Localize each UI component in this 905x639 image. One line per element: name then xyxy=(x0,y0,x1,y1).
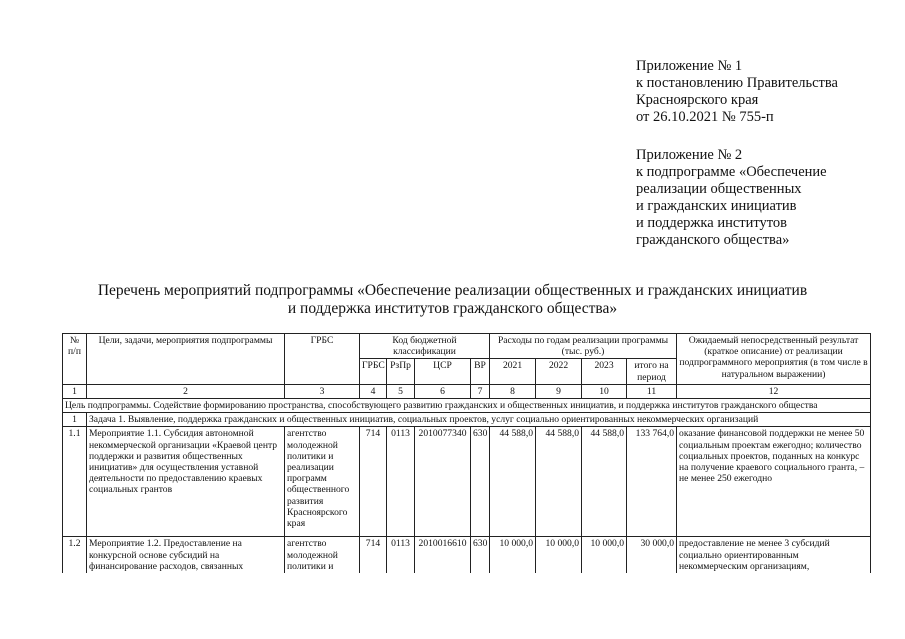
header-code-csr: ЦСР xyxy=(415,359,471,384)
header-code-rzpr: РзПр xyxy=(387,359,415,384)
task-num: 1 xyxy=(63,413,87,427)
row-activity-name: Мероприятие 1.1. Субсидия автономной некоммерческой организации «Краевой центр поддержки и развития общественных инициатив» для осуществления уставной деятельности по предоставлению краевых социальных грантов xyxy=(87,427,285,537)
title-line-1: Перечень мероприятий подпрограммы «Обеспечение реализации общественных и гражданских инициатив xyxy=(97,282,808,299)
header-year-2022: 2022 xyxy=(536,359,582,384)
header-result: Ожидаемый непосредственный результат (краткое описание) от реализации подпрограммного мероприятия (в том числе в натуральном выражении) xyxy=(677,334,871,385)
appendix-1 xyxy=(636,58,896,249)
appendix-1-line: Красноярского края xyxy=(636,92,759,108)
row-result: оказание финансовой поддержки не менее 50 социальным проектам ежегодно; количество социальных проектов, поданных на конкурс на получение краевого социального гранта, – не менее 250 ежегодно xyxy=(677,427,871,537)
activities-table xyxy=(62,333,871,573)
row-vr: 630 xyxy=(471,537,490,573)
col-number: 11 xyxy=(627,384,677,398)
appendix-1-line: к постановлению Правительства xyxy=(636,75,838,91)
appendix-2-line: Приложение № 2 xyxy=(636,147,743,163)
appendix-2-line: и поддержка институтов xyxy=(636,215,788,231)
row-grbs: агентство молодежной политики и реализации программ общественного развития Красноярского края xyxy=(285,427,360,537)
header-code-vr: ВР xyxy=(471,359,490,384)
row-2022: 44 588,0 xyxy=(536,427,582,537)
row-activity-name: Мероприятие 1.2. Предоставление на конкурсной основе субсидий на финансирование расходов, связанных xyxy=(87,537,285,573)
row-code-grbs: 714 xyxy=(360,427,387,537)
appendix-1-line: Приложение № 1 xyxy=(636,58,743,74)
header-goals: Цели, задачи, мероприятия подпрограммы xyxy=(87,334,285,385)
row-total: 133 764,0 xyxy=(627,427,677,537)
header-year-2023: 2023 xyxy=(582,359,627,384)
goal-row xyxy=(63,399,871,413)
col-number: 12 xyxy=(677,384,871,398)
header-total: итого на период xyxy=(627,359,677,384)
title-line-2: и поддержка институтов гражданского общества» xyxy=(287,300,618,317)
appendix-2-line: и гражданских инициатив xyxy=(636,198,797,214)
col-number: 7 xyxy=(471,384,490,398)
col-number: 10 xyxy=(582,384,627,398)
header-budget-code: Код бюджетной классификации xyxy=(360,334,490,359)
table-row xyxy=(63,427,871,537)
row-total: 30 000,0 xyxy=(627,537,677,573)
task-row xyxy=(63,413,871,427)
col-number: 8 xyxy=(490,384,536,398)
column-number-row xyxy=(63,384,871,398)
row-vr: 630 xyxy=(471,427,490,537)
row-csr: 2010077340 xyxy=(415,427,471,537)
appendix-1-line: от 26.10.2021 № 755-п xyxy=(636,109,774,125)
col-number: 5 xyxy=(387,384,415,398)
appendix-2-line: реализации общественных xyxy=(636,181,802,197)
table-row xyxy=(63,537,871,573)
col-number: 4 xyxy=(360,384,387,398)
row-2023: 44 588,0 xyxy=(582,427,627,537)
row-grbs: агентство молодежной политики и xyxy=(285,537,360,573)
subprogram-goal: Цель подпрограммы. Содействие формированию пространства, способствующего развитию гражданских и общественных инициатив, и поддержка институтов гражданского общества xyxy=(63,399,871,413)
row-2021: 10 000,0 xyxy=(490,537,536,573)
header-num: № п/п xyxy=(63,334,87,385)
row-2021: 44 588,0 xyxy=(490,427,536,537)
appendix-2-line: гражданского общества» xyxy=(636,232,790,248)
row-result: предоставление не менее 3 субсидий социально ориентированным некоммерческим организациям, xyxy=(677,537,871,573)
row-2023: 10 000,0 xyxy=(582,537,627,573)
header-year-2021: 2021 xyxy=(490,359,536,384)
col-number: 1 xyxy=(63,384,87,398)
row-num: 1.1 xyxy=(63,427,87,537)
col-number: 3 xyxy=(285,384,360,398)
row-code-grbs: 714 xyxy=(360,537,387,573)
row-2022: 10 000,0 xyxy=(536,537,582,573)
document-title xyxy=(60,282,845,318)
row-rzpr: 0113 xyxy=(387,537,415,573)
row-rzpr: 0113 xyxy=(387,427,415,537)
col-number: 6 xyxy=(415,384,471,398)
col-number: 9 xyxy=(536,384,582,398)
task-text: Задача 1. Выявление, поддержка гражданских и общественных инициатив, социальных проектов, услуг социально ориентированных некоммерческих организаций xyxy=(87,413,871,427)
row-csr: 2010016610 xyxy=(415,537,471,573)
row-num: 1.2 xyxy=(63,537,87,573)
appendix-2-line: к подпрограмме «Обеспечение xyxy=(636,164,827,180)
header-grbs: ГРБС xyxy=(285,334,360,385)
header-expenses: Расходы по годам реализации программы (тыс. руб.) xyxy=(490,334,677,359)
col-number: 2 xyxy=(87,384,285,398)
header-code-grbs: ГРБС xyxy=(360,359,387,384)
header-row xyxy=(63,334,871,359)
